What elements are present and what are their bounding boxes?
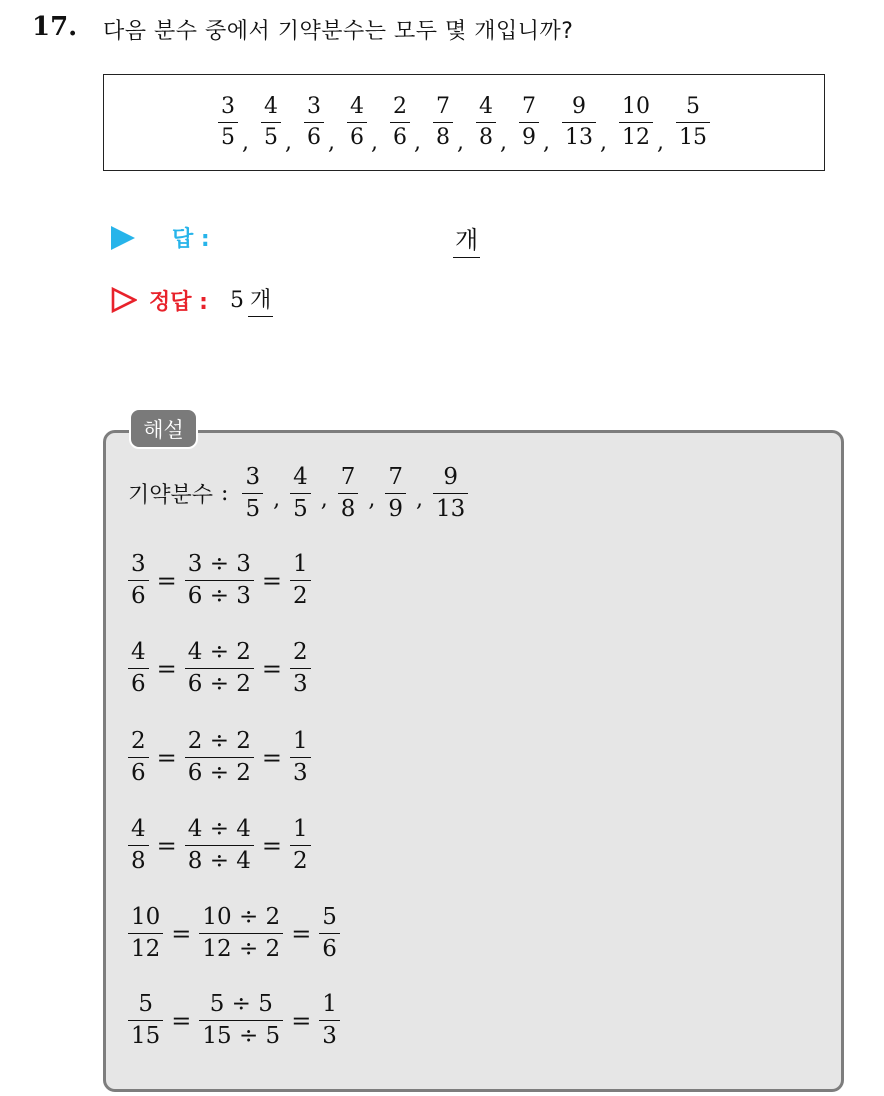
- fraction-denominator: 3: [290, 757, 311, 785]
- fraction-numerator: 4: [131, 639, 146, 665]
- fraction-denominator: 12: [128, 933, 163, 961]
- fraction-denominator: 5: [242, 493, 263, 521]
- fraction-numerator: 9: [443, 464, 458, 490]
- simplified-fraction: [290, 730, 311, 785]
- fraction-numerator: 7: [388, 464, 403, 490]
- division-fraction: [185, 818, 254, 873]
- fraction-separator: ,: [500, 130, 507, 155]
- original-fraction: [128, 818, 149, 873]
- fraction-numerator: 1: [322, 991, 337, 1017]
- original-fraction: [128, 906, 163, 961]
- fraction-numerator: 4 ÷ 2: [187, 639, 251, 665]
- fraction-denominator: 15 ÷ 5: [199, 1020, 283, 1048]
- fraction-numerator: 4: [293, 464, 308, 490]
- given-fraction: [347, 96, 367, 149]
- equals-sign: =: [156, 566, 177, 595]
- fraction-denominator: 5: [261, 122, 281, 149]
- fraction-numerator: 1: [293, 816, 308, 842]
- fraction-numerator: 4: [350, 94, 364, 119]
- irreducible-fraction: [338, 466, 359, 521]
- simplification-step: [128, 553, 311, 608]
- fraction-numerator: 3: [221, 94, 235, 119]
- given-fraction: [433, 96, 453, 149]
- fraction-numerator: 7: [340, 464, 356, 490]
- fraction-numerator: 7: [436, 94, 450, 119]
- fraction-numerator: 2: [131, 728, 146, 754]
- fraction-denominator: 8: [433, 122, 453, 149]
- fraction-denominator: 9: [385, 493, 406, 521]
- fraction-separator: ,: [414, 130, 421, 155]
- given-fraction: [676, 96, 710, 149]
- fraction-numerator: 4: [264, 94, 278, 119]
- fraction-separator: ,: [285, 130, 292, 155]
- irreducible-fraction: [290, 466, 311, 521]
- fraction-numerator: 5: [138, 991, 153, 1017]
- summary-comma: ,: [368, 487, 376, 512]
- equals-sign: =: [156, 831, 177, 860]
- irreducible-fraction: [385, 466, 406, 521]
- given-fraction: [519, 96, 539, 149]
- simplified-fraction: [319, 993, 340, 1048]
- fraction-denominator: 15: [128, 1020, 163, 1048]
- play-triangle-icon: [111, 226, 135, 250]
- given-fraction: [476, 96, 496, 149]
- fraction-denominator: 12 ÷ 2: [199, 933, 283, 961]
- fraction-denominator: 13: [562, 122, 596, 149]
- fraction-denominator: 8: [128, 845, 149, 873]
- equals-sign: =: [156, 654, 177, 683]
- equals-sign: =: [291, 1006, 312, 1035]
- equals-sign: =: [261, 654, 283, 683]
- simplified-fraction: [319, 906, 340, 961]
- fraction-denominator: 3: [319, 1020, 340, 1048]
- division-fraction: [185, 553, 254, 608]
- fraction-numerator: 5: [322, 904, 337, 930]
- fraction-numerator: 4 ÷ 4: [187, 816, 251, 842]
- simplification-step: [128, 906, 340, 961]
- simplification-step: [128, 730, 311, 785]
- fraction-numerator: 1: [293, 728, 308, 754]
- summary-comma: ,: [416, 487, 423, 512]
- division-fraction: [199, 906, 283, 961]
- original-fraction: [128, 730, 149, 785]
- original-fraction: [128, 641, 149, 696]
- correct-answer-value: 5: [229, 287, 244, 313]
- fraction-numerator: 10: [131, 904, 161, 930]
- given-fraction: [218, 96, 238, 149]
- fraction-denominator: 8 ÷ 4: [185, 845, 254, 873]
- fraction-denominator: 6: [347, 122, 367, 149]
- fraction-denominator: 9: [519, 122, 539, 149]
- equals-sign: =: [291, 919, 312, 948]
- fraction-separator: ,: [543, 130, 550, 155]
- given-fraction: [562, 96, 596, 149]
- fraction-denominator: 6 ÷ 2: [185, 668, 254, 696]
- fraction-denominator: 5: [218, 122, 238, 149]
- correct-answer-row: [111, 283, 273, 317]
- answer-label: 답 :: [172, 227, 210, 252]
- fraction-numerator: 5 ÷ 5: [209, 991, 273, 1017]
- fraction-numerator: 4: [479, 94, 493, 119]
- division-fraction: [185, 730, 254, 785]
- irreducible-fraction: [433, 466, 468, 521]
- simplified-fraction: [290, 818, 311, 873]
- given-fraction: [304, 96, 324, 149]
- given-fractions-list: [218, 94, 710, 155]
- fraction-separator: ,: [657, 130, 664, 155]
- fraction-denominator: 3: [290, 668, 311, 696]
- irreducible-fraction: [242, 466, 263, 521]
- given-fractions-box: [103, 74, 825, 171]
- question-number: 17.: [32, 12, 78, 42]
- fraction-separator: ,: [328, 130, 335, 155]
- given-fraction: [390, 96, 410, 149]
- fraction-denominator: 15: [676, 122, 710, 149]
- given-fraction: [261, 96, 281, 149]
- fraction-denominator: 8: [338, 493, 359, 521]
- fraction-denominator: 8: [476, 122, 496, 149]
- fraction-numerator: 3: [307, 94, 321, 119]
- correct-answer-unit: 개: [248, 283, 273, 317]
- outline-triangle-icon: [111, 287, 137, 313]
- simplification-step: [128, 641, 311, 696]
- fraction-numerator: 5: [686, 94, 700, 119]
- fraction-numerator: 10: [622, 94, 650, 119]
- simplification-step: [128, 993, 340, 1048]
- fraction-denominator: 6: [128, 757, 149, 785]
- fraction-numerator: 2 ÷ 2: [187, 728, 251, 754]
- question-text: 다음 분수 중에서 기약분수는 모두 몇 개입니까?: [103, 19, 574, 44]
- fraction-numerator: 2: [293, 639, 308, 665]
- fraction-denominator: 6: [319, 933, 340, 961]
- fraction-denominator: 13: [433, 493, 468, 521]
- equals-sign: =: [156, 743, 177, 772]
- division-fraction: [185, 641, 254, 696]
- fraction-denominator: 6: [128, 668, 149, 696]
- fraction-denominator: 6: [128, 580, 149, 608]
- fraction-numerator: 9: [572, 94, 586, 119]
- fraction-denominator: 6: [304, 122, 324, 149]
- equals-sign: =: [261, 831, 283, 860]
- division-fraction: [199, 993, 283, 1048]
- fraction-numerator: 3: [245, 464, 261, 490]
- fraction-denominator: 2: [290, 580, 311, 608]
- fraction-denominator: 12: [619, 122, 653, 149]
- fraction-separator: ,: [457, 130, 464, 155]
- summary-colon: :: [221, 481, 229, 506]
- fraction-numerator: 3: [131, 551, 146, 577]
- fraction-separator: ,: [242, 130, 249, 155]
- explanation-summary: [128, 466, 468, 521]
- fraction-denominator: 6 ÷ 3: [185, 580, 254, 608]
- original-fraction: [128, 553, 149, 608]
- fraction-numerator: 3 ÷ 3: [187, 551, 251, 577]
- fraction-separator: ,: [600, 130, 607, 155]
- simplification-step: [128, 818, 311, 873]
- fraction-denominator: 6 ÷ 2: [185, 757, 254, 785]
- summary-comma: ,: [320, 487, 328, 512]
- answer-blank-unit[interactable]: 개: [453, 220, 480, 258]
- equals-sign: =: [171, 1006, 192, 1035]
- equals-sign: =: [261, 743, 283, 772]
- fraction-numerator: 2: [393, 94, 407, 119]
- fraction-numerator: 1: [293, 551, 308, 577]
- summary-comma: ,: [273, 487, 281, 512]
- fraction-numerator: 4: [131, 816, 146, 842]
- fraction-denominator: 6: [390, 122, 410, 149]
- answer-row: [111, 222, 210, 253]
- correct-answer-label: 정답 :: [149, 289, 208, 315]
- explanation-tab: 해설: [129, 408, 198, 449]
- equals-sign: =: [171, 919, 192, 948]
- fraction-denominator: 5: [290, 493, 311, 521]
- simplified-fraction: [290, 641, 311, 696]
- fraction-numerator: 7: [522, 94, 536, 119]
- fraction-numerator: 10 ÷ 2: [202, 904, 281, 930]
- simplified-fraction: [290, 553, 311, 608]
- summary-label: 기약분수: [128, 483, 214, 508]
- fraction-denominator: 2: [290, 845, 311, 873]
- fraction-separator: ,: [371, 130, 378, 155]
- original-fraction: [128, 993, 163, 1048]
- given-fraction: [619, 96, 653, 149]
- equals-sign: =: [261, 566, 283, 595]
